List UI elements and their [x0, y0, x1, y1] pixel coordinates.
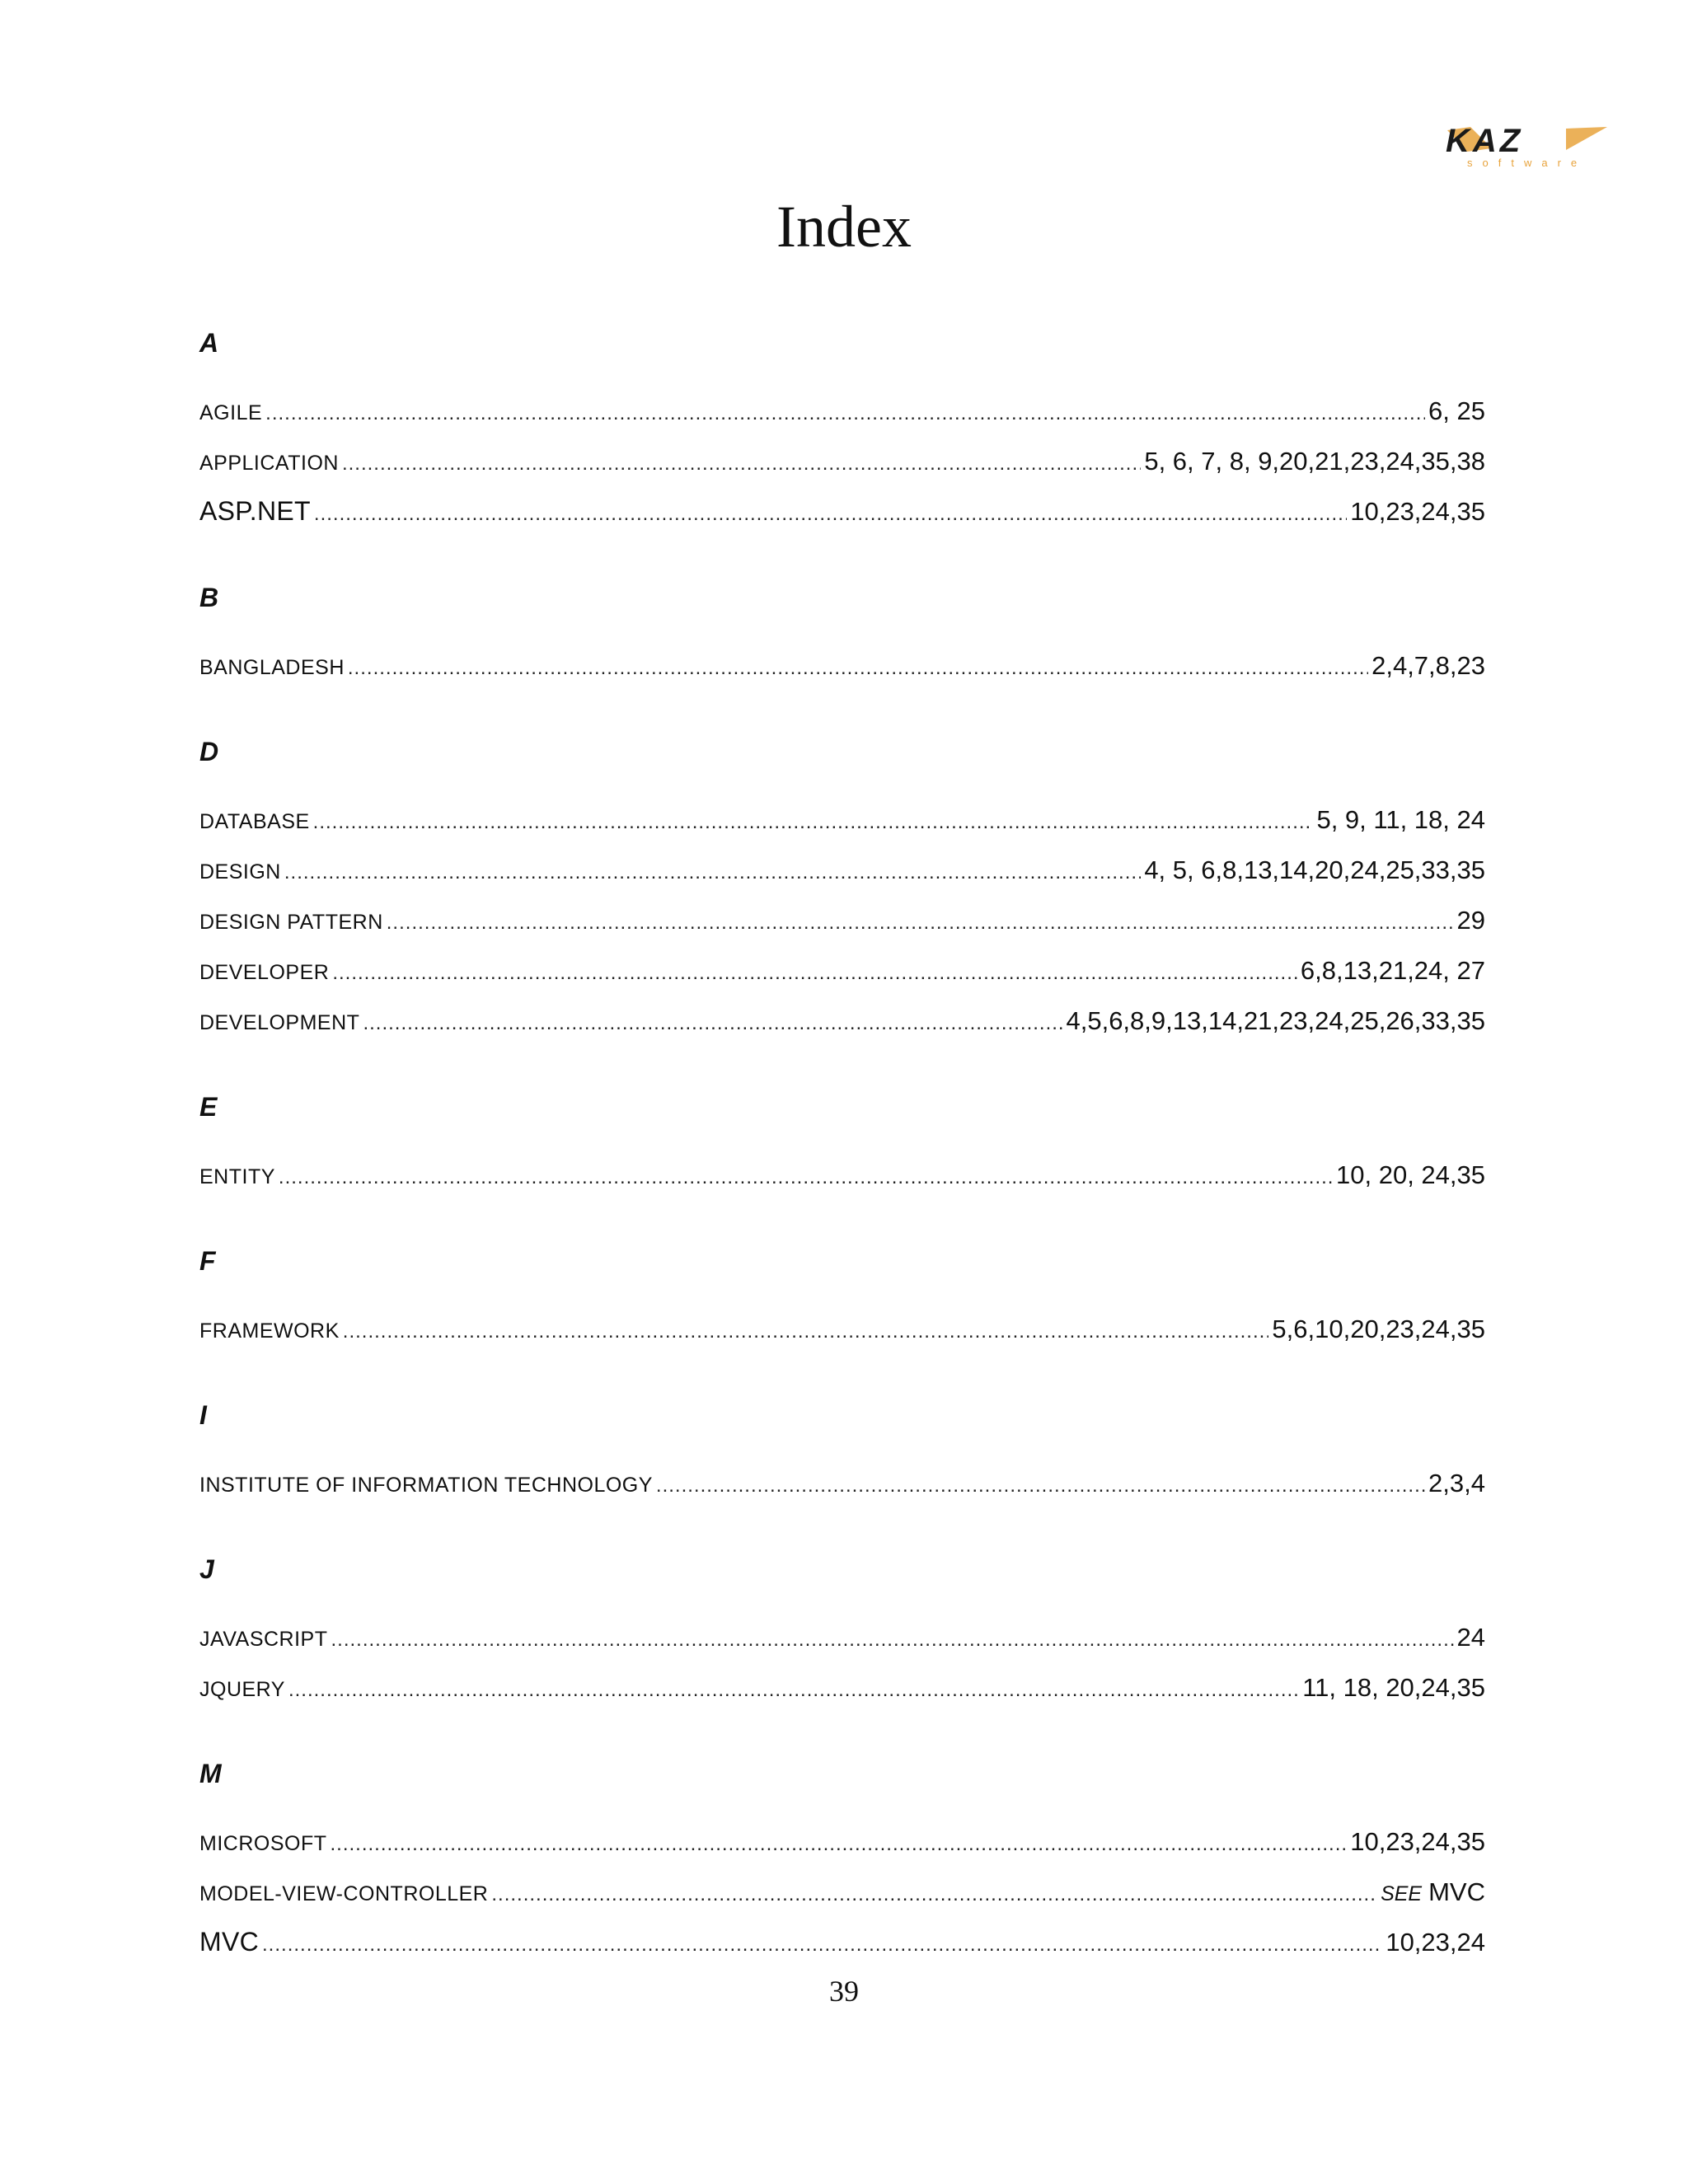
index-entry: [199, 486, 1485, 537]
index-term: DESIGN: [199, 860, 281, 883]
index-term: BANGLADESH: [199, 656, 345, 679]
dot-leader: [265, 388, 1425, 438]
index-pages: 2,4,7,8,23: [1372, 651, 1485, 680]
index-entry: [199, 1304, 1485, 1354]
index-pages: 10,23,24,35: [1350, 497, 1485, 526]
index-entry: [199, 1917, 1485, 1967]
index-term: APPLICATION: [199, 452, 339, 475]
logo-text: KAZ: [1446, 124, 1524, 159]
index-term: MVC: [199, 1927, 260, 1957]
section-letter: I: [199, 1400, 207, 1430]
dot-leader: [331, 1819, 1348, 1869]
index-entry: [199, 1150, 1485, 1200]
index-entry: [199, 1662, 1485, 1713]
index-term: ENTITY: [199, 1165, 275, 1188]
index-pages: 4, 5, 6,8,13,14,20,24,25,33,35: [1144, 855, 1485, 884]
index-pages: 5, 6, 7, 8, 9,20,21,23,24,35,38: [1144, 447, 1485, 476]
index-pages: 10, 20, 24,35: [1336, 1160, 1485, 1189]
index-term: DEVELOPMENT: [199, 1011, 360, 1034]
index-term: DESIGN PATTERN: [199, 911, 383, 934]
logo-subtext: software: [1467, 157, 1587, 169]
index-entry: [199, 640, 1485, 691]
index-term: MICROSOFT: [199, 1832, 327, 1855]
index-pages: MVC: [1428, 1877, 1485, 1906]
dot-leader: [288, 1665, 1299, 1715]
index-section-j: [199, 1551, 1485, 1713]
index-term: ASP.NET: [199, 496, 311, 526]
index-pages: 4,5,6,8,9,13,14,21,23,24,25,26,33,35: [1066, 1006, 1485, 1035]
page-number: 39: [829, 1975, 859, 2008]
index-term: AGILE: [199, 401, 263, 424]
dot-leader: [491, 1869, 1377, 1919]
see-reference: SEE: [1381, 1882, 1423, 1905]
index-entry: [199, 845, 1485, 895]
index-entry: [199, 1458, 1485, 1508]
index-section-d: [199, 733, 1485, 1046]
index-section-f: [199, 1243, 1485, 1354]
index-section-i: [199, 1397, 1485, 1508]
section-letter: D: [199, 737, 219, 766]
dot-leader: [342, 438, 1141, 489]
index-term: INSTITUTE OF INFORMATION TECHNOLOGY: [199, 1474, 653, 1497]
index-entry: [199, 996, 1485, 1046]
index-term: DATABASE: [199, 810, 310, 833]
index-pages: 5, 9, 11, 18, 24: [1316, 805, 1485, 834]
index-pages: 29: [1456, 906, 1485, 935]
dot-leader: [363, 998, 1062, 1048]
index-pages: 24: [1456, 1623, 1485, 1652]
dot-leader: [262, 1919, 1382, 1970]
dot-leader: [387, 898, 1454, 948]
index-entry: [199, 386, 1485, 436]
index-pages: 10,23,24,35: [1350, 1827, 1485, 1856]
section-letter: A: [199, 328, 219, 358]
index-entry: [199, 1816, 1485, 1867]
dot-leader: [343, 1306, 1269, 1357]
index-entry: [199, 436, 1485, 486]
index-pages: 11, 18, 20,24,35: [1302, 1673, 1485, 1702]
index-entry: [199, 1612, 1485, 1662]
page-title: Index: [776, 194, 912, 260]
index-pages: 6, 25: [1428, 396, 1485, 425]
index-pages: 5,6,10,20,23,24,35: [1272, 1315, 1485, 1343]
section-letter: J: [199, 1554, 214, 1584]
dot-leader: [332, 948, 1297, 998]
index-term: FRAMEWORK: [199, 1319, 340, 1343]
index-pages: 10,23,24: [1386, 1928, 1485, 1957]
dot-leader: [314, 489, 1347, 539]
index-section-m: [199, 1755, 1485, 1967]
section-letter: F: [199, 1246, 216, 1276]
index-section-e: [199, 1089, 1485, 1200]
section-letter: B: [199, 583, 219, 612]
index-entry: [199, 1867, 1485, 1917]
section-letter: E: [199, 1092, 218, 1122]
index-section-b: [199, 579, 1485, 691]
dot-leader: [331, 1615, 1454, 1665]
index-entry: [199, 794, 1485, 845]
index-entry: [199, 945, 1485, 996]
dot-leader: [279, 1152, 1333, 1202]
index-term: JQUERY: [199, 1678, 285, 1701]
dot-leader: [348, 643, 1368, 693]
index-term: JAVASCRIPT: [199, 1628, 328, 1651]
index-entry: [199, 895, 1485, 945]
kaz-logo-icon: [1442, 124, 1624, 170]
dot-leader: [284, 847, 1141, 898]
index-list: [199, 325, 1485, 1967]
dot-leader: [656, 1460, 1425, 1511]
index-term: MODEL-VIEW-CONTROLLER: [199, 1882, 489, 1905]
index-section-a: [199, 325, 1485, 537]
index-term: DEVELOPER: [199, 961, 330, 984]
index-pages: 2,3,4: [1428, 1469, 1485, 1497]
kaz-software-logo: [1442, 124, 1624, 170]
index-pages: 6,8,13,21,24, 27: [1300, 956, 1485, 985]
dot-leader: [313, 797, 1314, 847]
section-letter: M: [199, 1759, 222, 1788]
